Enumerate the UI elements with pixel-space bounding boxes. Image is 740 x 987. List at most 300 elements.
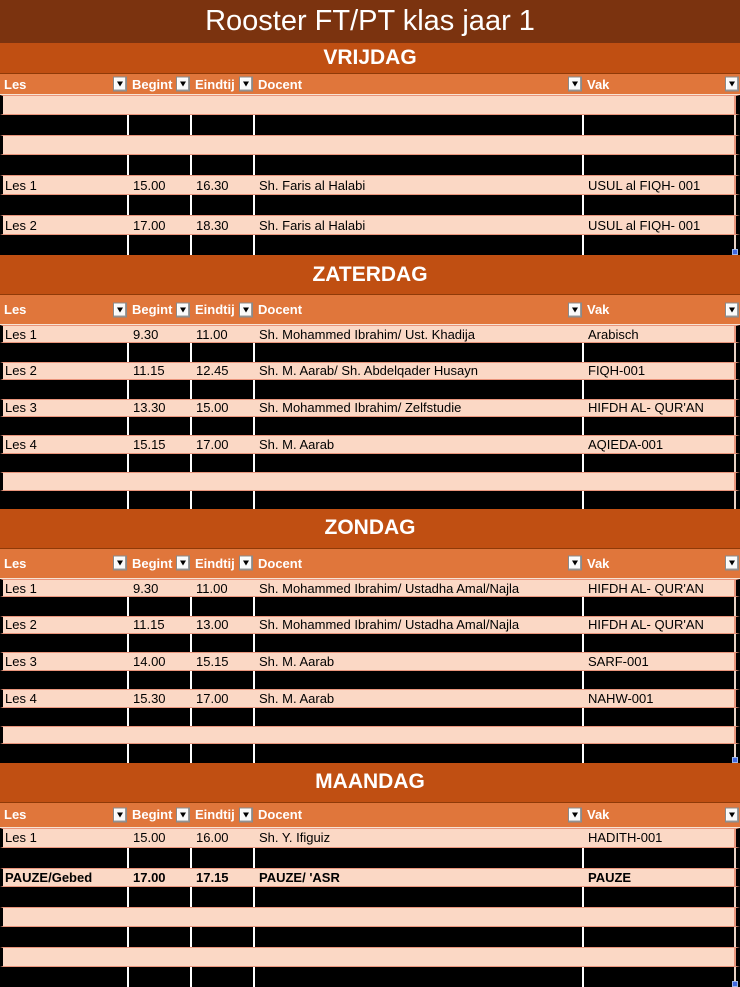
column-header-eindtij bbox=[191, 549, 254, 578]
filter-dropdown-button-docent[interactable] bbox=[568, 807, 582, 822]
column-separator bbox=[127, 967, 129, 987]
column-separator bbox=[127, 491, 129, 509]
schedule-row bbox=[0, 325, 740, 343]
cell-eindtij[interactable]: 11.00 bbox=[196, 580, 228, 596]
cell-docent[interactable] bbox=[254, 908, 583, 926]
column-separator bbox=[253, 195, 255, 215]
cell-begint[interactable]: 14.00 bbox=[133, 654, 166, 670]
cell-eindtij[interactable]: 17.00 bbox=[196, 690, 229, 706]
dropdown-arrow-icon bbox=[243, 812, 249, 817]
cell-begint[interactable] bbox=[128, 908, 191, 926]
column-separator bbox=[253, 597, 255, 615]
column-header-label-begint: Begint bbox=[132, 76, 173, 92]
empty-black-row[interactable] bbox=[0, 927, 740, 947]
column-header-label-eindtij: Eindtij bbox=[195, 76, 235, 92]
cell-eindtij[interactable] bbox=[191, 136, 254, 154]
empty-black-row[interactable] bbox=[0, 155, 740, 175]
filter-dropdown-button-les[interactable] bbox=[113, 77, 127, 92]
filter-dropdown-button-begint[interactable] bbox=[176, 77, 190, 92]
cell-les[interactable] bbox=[3, 908, 128, 926]
cell-les[interactable] bbox=[3, 473, 128, 489]
cell-docent[interactable]: Sh. Faris al Halabi bbox=[259, 217, 366, 233]
cell-begint[interactable] bbox=[128, 473, 191, 489]
column-separator bbox=[582, 155, 584, 175]
column-separator bbox=[582, 708, 584, 726]
cell-vak[interactable]: HIFDH AL- QUR'AN bbox=[588, 580, 704, 596]
column-separator bbox=[127, 708, 129, 726]
empty-black-row[interactable] bbox=[0, 195, 740, 215]
column-separator bbox=[190, 634, 192, 652]
day-header-zaterdag: ZATERDAG bbox=[0, 255, 740, 295]
column-header-begint bbox=[128, 549, 191, 578]
schedule-row bbox=[0, 828, 740, 848]
column-separator bbox=[582, 115, 584, 135]
dropdown-arrow-icon bbox=[243, 82, 249, 87]
filter-dropdown-button-les[interactable] bbox=[113, 807, 127, 822]
right-edge-line bbox=[734, 343, 736, 361]
filter-dropdown-button-vak[interactable] bbox=[725, 556, 739, 571]
column-separator bbox=[253, 454, 255, 472]
cell-vak[interactable] bbox=[583, 136, 736, 154]
cell-eindtij[interactable]: 16.30 bbox=[196, 177, 229, 193]
cell-docent[interactable]: Sh. M. Aarab bbox=[259, 654, 335, 670]
cell-begint[interactable]: 11.15 bbox=[133, 617, 165, 633]
column-header-vak bbox=[583, 803, 740, 827]
cell-docent[interactable]: Sh. Y. Ifiguiz bbox=[259, 830, 331, 846]
column-header-label-eindtij: Eindtij bbox=[195, 807, 235, 823]
column-header-label-vak: Vak bbox=[587, 807, 610, 823]
day-header-zondag: ZONDAG bbox=[0, 509, 740, 549]
cell-docent[interactable]: Sh. Mohammed Ibrahim/ Ustadha Amal/Najla bbox=[259, 617, 520, 633]
cell-vak[interactable] bbox=[583, 96, 736, 114]
empty-black-row[interactable] bbox=[0, 417, 740, 435]
right-edge-line bbox=[734, 634, 736, 652]
cell-les[interactable]: Les 2 bbox=[5, 363, 37, 379]
column-header-begint bbox=[128, 74, 191, 94]
cell-begint[interactable]: 15.15 bbox=[133, 437, 166, 453]
filter-dropdown-button-begint[interactable] bbox=[176, 807, 190, 822]
column-separator bbox=[253, 927, 255, 947]
column-header-label-docent: Docent bbox=[258, 555, 303, 571]
empty-black-row[interactable] bbox=[0, 634, 740, 652]
cell-vak[interactable]: HIFDH AL- QUR'AN bbox=[588, 400, 704, 416]
cell-vak[interactable]: AQIEDA-001 bbox=[588, 437, 664, 453]
cell-les[interactable]: Les 2 bbox=[5, 217, 37, 233]
column-header-label-les: Les bbox=[4, 555, 27, 571]
column-separator bbox=[253, 343, 255, 361]
dropdown-arrow-icon bbox=[243, 561, 249, 566]
column-header-label-begint: Begint bbox=[132, 807, 173, 823]
column-separator bbox=[253, 380, 255, 398]
column-separator bbox=[190, 927, 192, 947]
empty-pink-row bbox=[0, 135, 740, 155]
column-separator bbox=[582, 343, 584, 361]
column-header-begint bbox=[128, 295, 191, 324]
column-header-label-docent: Docent bbox=[258, 807, 303, 823]
dropdown-arrow-icon bbox=[180, 82, 186, 87]
day-section-zondag bbox=[0, 509, 740, 763]
cell-les[interactable]: Les 1 bbox=[5, 580, 37, 596]
cell-les[interactable]: PAUZE/Gebed bbox=[5, 870, 93, 886]
cell-docent[interactable]: Sh. M. Aarab bbox=[259, 690, 335, 706]
column-separator bbox=[582, 491, 584, 509]
cell-vak[interactable]: FIQH-001 bbox=[588, 363, 646, 379]
schedule-row bbox=[0, 652, 740, 670]
cell-docent[interactable]: Sh. M. Aarab bbox=[259, 437, 335, 453]
column-header-les bbox=[0, 295, 128, 324]
column-separator bbox=[190, 848, 192, 868]
column-separator bbox=[127, 454, 129, 472]
cell-les[interactable] bbox=[3, 727, 128, 743]
day-section-vrijdag bbox=[0, 43, 740, 255]
column-separator bbox=[190, 597, 192, 615]
filter-dropdown-button-eindtij[interactable] bbox=[239, 556, 253, 571]
column-header-label-begint: Begint bbox=[132, 302, 173, 317]
column-separator bbox=[190, 967, 192, 987]
dropdown-arrow-icon bbox=[117, 812, 123, 817]
day-section-maandag bbox=[0, 763, 740, 987]
cell-docent[interactable] bbox=[254, 727, 583, 743]
cell-begint[interactable]: 17.00 bbox=[133, 870, 166, 886]
column-separator bbox=[190, 491, 192, 509]
column-header-eindtij bbox=[191, 295, 254, 324]
filter-dropdown-button-begint[interactable] bbox=[176, 302, 190, 317]
cell-eindtij[interactable]: 15.15 bbox=[196, 654, 229, 670]
right-edge-line bbox=[734, 155, 736, 175]
empty-black-row[interactable] bbox=[0, 454, 740, 472]
cell-les[interactable] bbox=[3, 96, 128, 114]
column-separator bbox=[190, 380, 192, 398]
column-header-les bbox=[0, 803, 128, 827]
cell-eindtij[interactable] bbox=[191, 727, 254, 743]
fill-handle[interactable] bbox=[732, 757, 738, 763]
cell-vak[interactable]: HIFDH AL- QUR'AN bbox=[588, 617, 704, 633]
cell-docent[interactable] bbox=[254, 136, 583, 154]
column-header-les bbox=[0, 74, 128, 94]
column-separator bbox=[127, 848, 129, 868]
dropdown-arrow-icon bbox=[117, 561, 123, 566]
right-edge-line bbox=[734, 195, 736, 215]
column-separator bbox=[127, 597, 129, 615]
column-separator bbox=[190, 343, 192, 361]
column-separator bbox=[190, 708, 192, 726]
cell-vak[interactable]: HADITH-001 bbox=[588, 830, 663, 846]
schedule-row bbox=[0, 175, 740, 195]
dropdown-arrow-icon bbox=[729, 82, 735, 87]
column-separator bbox=[253, 417, 255, 435]
filter-dropdown-button-vak[interactable] bbox=[725, 77, 739, 92]
cell-eindtij[interactable]: 12.45 bbox=[196, 363, 229, 379]
column-separator bbox=[127, 115, 129, 135]
cell-les[interactable] bbox=[3, 136, 128, 154]
column-header-label-les: Les bbox=[4, 807, 27, 823]
cell-les[interactable]: Les 1 bbox=[5, 830, 37, 846]
dropdown-arrow-icon bbox=[117, 82, 123, 87]
dropdown-arrow-icon bbox=[729, 307, 735, 312]
right-edge-line bbox=[734, 887, 736, 907]
empty-black-row[interactable] bbox=[0, 848, 740, 868]
dropdown-arrow-icon bbox=[180, 307, 186, 312]
right-edge-line bbox=[734, 417, 736, 435]
column-separator bbox=[190, 887, 192, 907]
column-header-label-eindtij: Eindtij bbox=[195, 555, 235, 571]
cell-begint[interactable]: 15.00 bbox=[133, 830, 166, 846]
column-header-label-begint: Begint bbox=[132, 555, 173, 571]
cell-eindtij[interactable] bbox=[191, 96, 254, 114]
column-separator bbox=[582, 380, 584, 398]
cell-eindtij[interactable]: 17.00 bbox=[196, 437, 229, 453]
column-separator bbox=[127, 887, 129, 907]
empty-black-row[interactable] bbox=[0, 744, 740, 762]
cell-docent[interactable]: Sh. Mohammed Ibrahim/ Ustadha Amal/Najla bbox=[259, 580, 520, 596]
column-separator bbox=[190, 115, 192, 135]
filter-header-row bbox=[0, 549, 740, 579]
cell-les[interactable]: Les 4 bbox=[5, 437, 37, 453]
dropdown-arrow-icon bbox=[572, 812, 578, 817]
filter-header-row bbox=[0, 74, 740, 95]
filter-header-row bbox=[0, 803, 740, 828]
column-separator bbox=[582, 927, 584, 947]
right-edge-line bbox=[734, 848, 736, 868]
cell-docent[interactable]: Sh. Faris al Halabi bbox=[259, 177, 366, 193]
column-separator bbox=[190, 235, 192, 255]
right-edge-line bbox=[734, 927, 736, 947]
column-header-docent bbox=[254, 803, 583, 827]
empty-black-row[interactable] bbox=[0, 671, 740, 689]
column-separator bbox=[253, 848, 255, 868]
cell-docent[interactable] bbox=[254, 948, 583, 966]
fill-handle[interactable] bbox=[732, 981, 738, 987]
column-header-label-docent: Docent bbox=[258, 76, 303, 92]
dropdown-arrow-icon bbox=[572, 82, 578, 87]
column-separator bbox=[127, 671, 129, 689]
schedule-row bbox=[0, 689, 740, 707]
column-separator bbox=[127, 195, 129, 215]
column-separator bbox=[582, 235, 584, 255]
schedule-row bbox=[0, 579, 740, 597]
column-header-label-vak: Vak bbox=[587, 302, 610, 317]
column-separator bbox=[582, 744, 584, 762]
cell-docent[interactable]: Sh. Mohammed Ibrahim/ Ust. Khadija bbox=[259, 326, 476, 342]
filter-header-row bbox=[0, 295, 740, 325]
cell-eindtij[interactable] bbox=[191, 948, 254, 966]
filter-dropdown-button-docent[interactable] bbox=[568, 77, 582, 92]
dropdown-arrow-icon bbox=[572, 307, 578, 312]
cell-begint[interactable] bbox=[128, 727, 191, 743]
cell-docent[interactable]: PAUZE/ 'ASR bbox=[259, 870, 340, 886]
cell-les[interactable]: Les 1 bbox=[5, 177, 37, 193]
cell-vak[interactable]: Arabisch bbox=[588, 326, 639, 342]
cell-docent[interactable]: Sh. Mohammed Ibrahim/ Zelfstudie bbox=[259, 400, 462, 416]
dropdown-arrow-icon bbox=[117, 307, 123, 312]
cell-docent[interactable] bbox=[254, 473, 583, 489]
column-separator bbox=[582, 195, 584, 215]
cell-les[interactable]: Les 2 bbox=[5, 617, 37, 633]
cell-docent[interactable] bbox=[254, 96, 583, 114]
column-header-docent bbox=[254, 295, 583, 324]
empty-black-row[interactable] bbox=[0, 967, 740, 987]
column-header-vak bbox=[583, 549, 740, 578]
dropdown-arrow-icon bbox=[572, 561, 578, 566]
cell-eindtij[interactable] bbox=[191, 473, 254, 489]
cell-vak[interactable]: NAHW-001 bbox=[588, 690, 654, 706]
column-separator bbox=[127, 744, 129, 762]
cell-begint[interactable]: 11.15 bbox=[133, 363, 165, 379]
dropdown-arrow-icon bbox=[243, 307, 249, 312]
column-header-docent bbox=[254, 74, 583, 94]
schedule-row bbox=[0, 616, 740, 634]
cell-begint[interactable] bbox=[128, 136, 191, 154]
empty-black-row[interactable] bbox=[0, 343, 740, 361]
column-separator bbox=[127, 343, 129, 361]
column-separator bbox=[127, 927, 129, 947]
filter-dropdown-button-eindtij[interactable] bbox=[239, 77, 253, 92]
cell-begint[interactable]: 15.30 bbox=[133, 690, 166, 706]
schedule-row bbox=[0, 215, 740, 235]
column-header-label-les: Les bbox=[4, 76, 27, 92]
filter-dropdown-button-eindtij[interactable] bbox=[239, 807, 253, 822]
column-header-eindtij bbox=[191, 74, 254, 94]
empty-black-row[interactable] bbox=[0, 380, 740, 398]
column-separator bbox=[190, 744, 192, 762]
column-header-docent bbox=[254, 549, 583, 578]
cell-docent[interactable]: Sh. M. Aarab/ Sh. Abdelqader Husayn bbox=[259, 363, 478, 379]
right-edge-line bbox=[734, 671, 736, 689]
empty-pink-row bbox=[0, 907, 740, 927]
cell-begint[interactable] bbox=[128, 948, 191, 966]
empty-pink-row bbox=[0, 472, 740, 490]
cell-les[interactable]: Les 3 bbox=[5, 654, 37, 670]
column-header-label-les: Les bbox=[4, 302, 27, 317]
filter-dropdown-button-begint[interactable] bbox=[176, 556, 190, 571]
dropdown-arrow-icon bbox=[729, 812, 735, 817]
empty-black-row[interactable] bbox=[0, 115, 740, 135]
schedule-row bbox=[0, 399, 740, 417]
day-section-zaterdag bbox=[0, 255, 740, 509]
column-separator bbox=[582, 671, 584, 689]
dropdown-arrow-icon bbox=[729, 561, 735, 566]
column-separator bbox=[253, 967, 255, 987]
cell-begint[interactable]: 9.30 bbox=[133, 580, 159, 596]
cell-les[interactable]: Les 4 bbox=[5, 690, 37, 706]
filter-dropdown-button-docent[interactable] bbox=[568, 556, 582, 571]
column-separator bbox=[190, 454, 192, 472]
column-separator bbox=[582, 634, 584, 652]
column-separator bbox=[253, 491, 255, 509]
right-edge-line bbox=[734, 454, 736, 472]
column-separator bbox=[127, 380, 129, 398]
column-separator bbox=[582, 597, 584, 615]
column-header-label-vak: Vak bbox=[587, 76, 610, 92]
cell-vak[interactable]: USUL al FIQH- 001 bbox=[588, 177, 701, 193]
column-separator bbox=[127, 155, 129, 175]
cell-eindtij[interactable]: 11.00 bbox=[196, 326, 228, 342]
column-header-vak bbox=[583, 74, 740, 94]
filter-dropdown-button-vak[interactable] bbox=[725, 807, 739, 822]
right-edge-line bbox=[734, 115, 736, 135]
cell-vak[interactable] bbox=[583, 473, 736, 489]
empty-pink-row bbox=[0, 95, 740, 115]
column-separator bbox=[190, 155, 192, 175]
filter-dropdown-button-vak[interactable] bbox=[725, 302, 739, 317]
cell-vak[interactable] bbox=[583, 727, 736, 743]
cell-eindtij[interactable]: 13.00 bbox=[196, 617, 229, 633]
cell-begint[interactable]: 13.30 bbox=[133, 400, 166, 416]
cell-begint[interactable]: 9.30 bbox=[133, 326, 159, 342]
empty-black-row[interactable] bbox=[0, 235, 740, 255]
sheet-title: Rooster FT/PT klas jaar 1 bbox=[0, 0, 740, 43]
schedule-row bbox=[0, 435, 740, 453]
cell-les[interactable] bbox=[3, 948, 128, 966]
cell-vak[interactable] bbox=[583, 948, 736, 966]
column-separator bbox=[253, 115, 255, 135]
column-separator bbox=[127, 417, 129, 435]
empty-black-row[interactable] bbox=[0, 708, 740, 726]
right-edge-line bbox=[734, 380, 736, 398]
column-separator bbox=[253, 235, 255, 255]
right-edge-line bbox=[734, 708, 736, 726]
filter-dropdown-button-eindtij[interactable] bbox=[239, 302, 253, 317]
cell-eindtij[interactable]: 17.15 bbox=[196, 870, 229, 886]
cell-begint[interactable]: 15.00 bbox=[133, 177, 166, 193]
column-separator bbox=[127, 235, 129, 255]
cell-vak[interactable]: USUL al FIQH- 001 bbox=[588, 217, 701, 233]
cell-les[interactable]: Les 3 bbox=[5, 400, 37, 416]
cell-eindtij[interactable]: 18.30 bbox=[196, 217, 229, 233]
column-header-vak bbox=[583, 295, 740, 324]
cell-eindtij[interactable]: 15.00 bbox=[196, 400, 229, 416]
filter-dropdown-button-docent[interactable] bbox=[568, 302, 582, 317]
cell-begint[interactable] bbox=[128, 96, 191, 114]
cell-eindtij[interactable] bbox=[191, 908, 254, 926]
empty-black-row[interactable] bbox=[0, 597, 740, 615]
filter-dropdown-button-les[interactable] bbox=[113, 556, 127, 571]
column-header-begint bbox=[128, 803, 191, 827]
column-separator bbox=[582, 967, 584, 987]
column-separator bbox=[253, 634, 255, 652]
column-separator bbox=[253, 671, 255, 689]
column-separator bbox=[253, 155, 255, 175]
column-separator bbox=[253, 744, 255, 762]
column-separator bbox=[582, 417, 584, 435]
cell-vak[interactable]: SARF-001 bbox=[588, 654, 649, 670]
column-header-label-docent: Docent bbox=[258, 302, 303, 317]
cell-begint[interactable]: 17.00 bbox=[133, 217, 166, 233]
cell-vak[interactable]: PAUZE bbox=[588, 870, 632, 886]
column-separator bbox=[253, 708, 255, 726]
right-edge-line bbox=[734, 597, 736, 615]
column-header-label-eindtij: Eindtij bbox=[195, 302, 235, 317]
column-header-label-vak: Vak bbox=[587, 555, 610, 571]
fill-handle[interactable] bbox=[732, 249, 738, 255]
empty-black-row[interactable] bbox=[0, 887, 740, 907]
column-header-les bbox=[0, 549, 128, 578]
cell-eindtij[interactable]: 16.00 bbox=[196, 830, 229, 846]
column-separator bbox=[253, 887, 255, 907]
filter-dropdown-button-les[interactable] bbox=[113, 302, 127, 317]
empty-pink-row bbox=[0, 726, 740, 744]
column-header-eindtij bbox=[191, 803, 254, 827]
cell-vak[interactable] bbox=[583, 908, 736, 926]
schedule-row bbox=[0, 362, 740, 380]
empty-black-row[interactable] bbox=[0, 491, 740, 509]
day-header-maandag: MAANDAG bbox=[0, 763, 740, 803]
empty-pink-row bbox=[0, 947, 740, 967]
column-separator bbox=[582, 887, 584, 907]
column-separator bbox=[582, 454, 584, 472]
column-separator bbox=[190, 195, 192, 215]
cell-les[interactable]: Les 1 bbox=[5, 326, 37, 342]
